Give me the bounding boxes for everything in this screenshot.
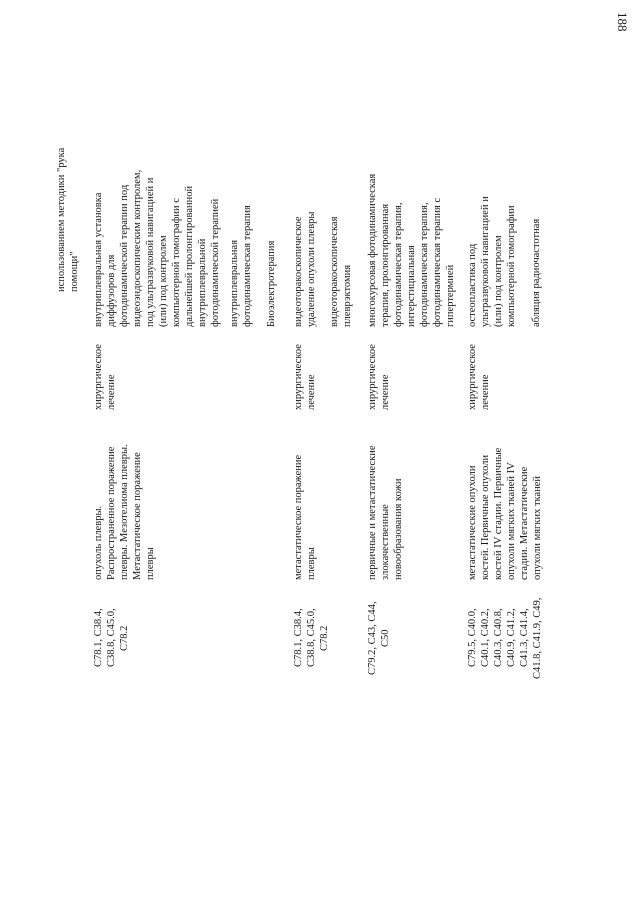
row-4-method-2 <box>530 172 546 327</box>
diagnosis-line: Распространенное поражение <box>106 446 117 580</box>
method-line: внутриплевральная <box>229 239 240 327</box>
diagnosis-line: Метастатическое поражение <box>132 452 143 580</box>
method-line: фотодинамическая терапия, <box>419 202 430 327</box>
diagnosis-line: первичные и метастатические <box>367 445 378 580</box>
method-line: фотодинамической терапии под <box>119 184 130 327</box>
method-line: Биоэлектротерапия <box>266 240 277 327</box>
row-1-method-1 <box>92 169 224 327</box>
diagnosis-line: злокачественные <box>380 504 391 580</box>
page-number: 188 <box>615 12 630 32</box>
text-line: помощи" <box>69 251 80 292</box>
method-line: терапия, пролонгированная <box>380 203 391 327</box>
diagnosis-line: метастатические опухоли <box>467 465 478 580</box>
code-line: C38.8, C45.0, <box>306 608 317 668</box>
continuation-text <box>55 147 85 292</box>
method-line: компьютерной томографии с <box>171 198 182 327</box>
method-line: удаление опухоли плевры <box>306 211 317 327</box>
diagnosis-line: стадии. Метастатические <box>519 466 530 580</box>
method-line: видеоторакоскопическое <box>293 216 304 327</box>
treatment-line: лечение <box>380 374 391 410</box>
row-2-method-1 <box>292 172 320 327</box>
diagnosis-line: новообразования кожи <box>393 478 404 580</box>
row-1-diagnosis <box>92 425 160 580</box>
treatment-line: хирургическое <box>467 344 478 410</box>
method-line: ультразвуковой навигацией и <box>480 196 491 327</box>
method-line: под ультразвуковой навигацией и <box>145 177 156 327</box>
method-line: фотодинамическая терапия <box>242 205 253 327</box>
diagnosis-line: метастатическое поражение <box>293 454 304 580</box>
method-line: гипертермией <box>445 264 456 327</box>
row-1-codes <box>92 588 134 688</box>
row-3-method-1 <box>366 160 460 327</box>
method-line: внутриплевральной <box>197 238 208 327</box>
diagnosis-line: опухоли мягких тканей <box>532 475 543 580</box>
code-line: C40.1, C40.2, <box>480 608 491 668</box>
diagnosis-line: костей. Первичные опухоли <box>480 454 491 580</box>
row-4-treatment <box>466 335 494 410</box>
code-line: C78.2 <box>119 625 130 651</box>
code-line: C78.1, C38.4, <box>293 608 304 668</box>
method-line: остеопластика под <box>467 243 478 327</box>
diagnosis-line: плевры. Мезотелиома плевры. <box>119 444 130 580</box>
row-2-codes <box>292 588 334 688</box>
diagnosis-line: опухоль плевры. <box>93 505 104 580</box>
row-4-method-1 <box>466 172 521 327</box>
row-4-codes <box>466 588 546 688</box>
treatment-line: хирургическое <box>367 344 378 410</box>
row-3-treatment <box>366 335 394 410</box>
code-line: C78.1, C38.4, <box>93 608 104 668</box>
code-line: C40.3, C40.8, <box>493 608 504 668</box>
method-line: дальнейшей пролонгированной <box>184 185 195 327</box>
row-1-method-2 <box>228 172 256 327</box>
method-line: многокурсовая фотодинамическая <box>367 173 378 327</box>
method-line: (или) под контролем <box>493 235 504 327</box>
method-line: диффузоров для <box>106 254 117 327</box>
row-2-treatment <box>292 335 320 410</box>
row-4-diagnosis <box>466 425 546 580</box>
method-line: компьютерной томографии <box>506 205 517 327</box>
treatment-line: хирургическое <box>293 344 304 410</box>
row-2-diagnosis <box>292 425 320 580</box>
code-line: C38.8, C45.0, <box>106 608 117 668</box>
method-line: фотодинамическая терапия с <box>432 197 443 327</box>
code-line: C78.2 <box>319 625 330 651</box>
method-line: фотодинамической терапией <box>210 198 221 327</box>
diagnosis-line: плевры <box>145 547 156 580</box>
method-line: абляция радиочастотная <box>531 218 542 327</box>
diagnosis-line: костей IV стадии. Первичные <box>493 447 504 580</box>
code-line: C40.9, C41.2, <box>506 608 517 668</box>
row-3-codes <box>366 588 394 688</box>
treatment-line: лечение <box>106 374 117 410</box>
method-line: видеоторакоскопическая <box>329 216 340 327</box>
method-line: (или) под контролем <box>158 235 169 327</box>
row-2-method-2 <box>328 172 356 327</box>
diagnosis-line: плевры <box>306 547 317 580</box>
method-line: интерстициальная <box>406 245 417 327</box>
row-3-diagnosis <box>366 425 408 580</box>
treatment-line: лечение <box>306 374 317 410</box>
code-line: C79.5, C40.0, <box>467 608 478 668</box>
code-line: C50 <box>380 629 391 647</box>
treatment-line: хирургическое <box>93 344 104 410</box>
method-line: фотодинамическая терапия, <box>393 202 404 327</box>
code-line: C41.3, C41.4, <box>519 608 530 668</box>
method-line: внутриплевральная установка <box>93 192 104 327</box>
row-1-treatment <box>92 335 120 410</box>
code-line: C79.2, C43, C44, <box>367 601 378 675</box>
row-1-method-3 <box>265 172 281 327</box>
treatment-line: лечение <box>480 374 491 410</box>
diagnosis-line: опухоли мягких тканей IV <box>506 462 517 580</box>
method-line: видеоэндоскопическим контролем, <box>132 169 143 327</box>
code-line: C41.8, C41.9, C49, <box>532 597 543 679</box>
method-line: плеврэктомия <box>342 264 353 327</box>
text-line: использованием методики "рука <box>56 147 67 292</box>
